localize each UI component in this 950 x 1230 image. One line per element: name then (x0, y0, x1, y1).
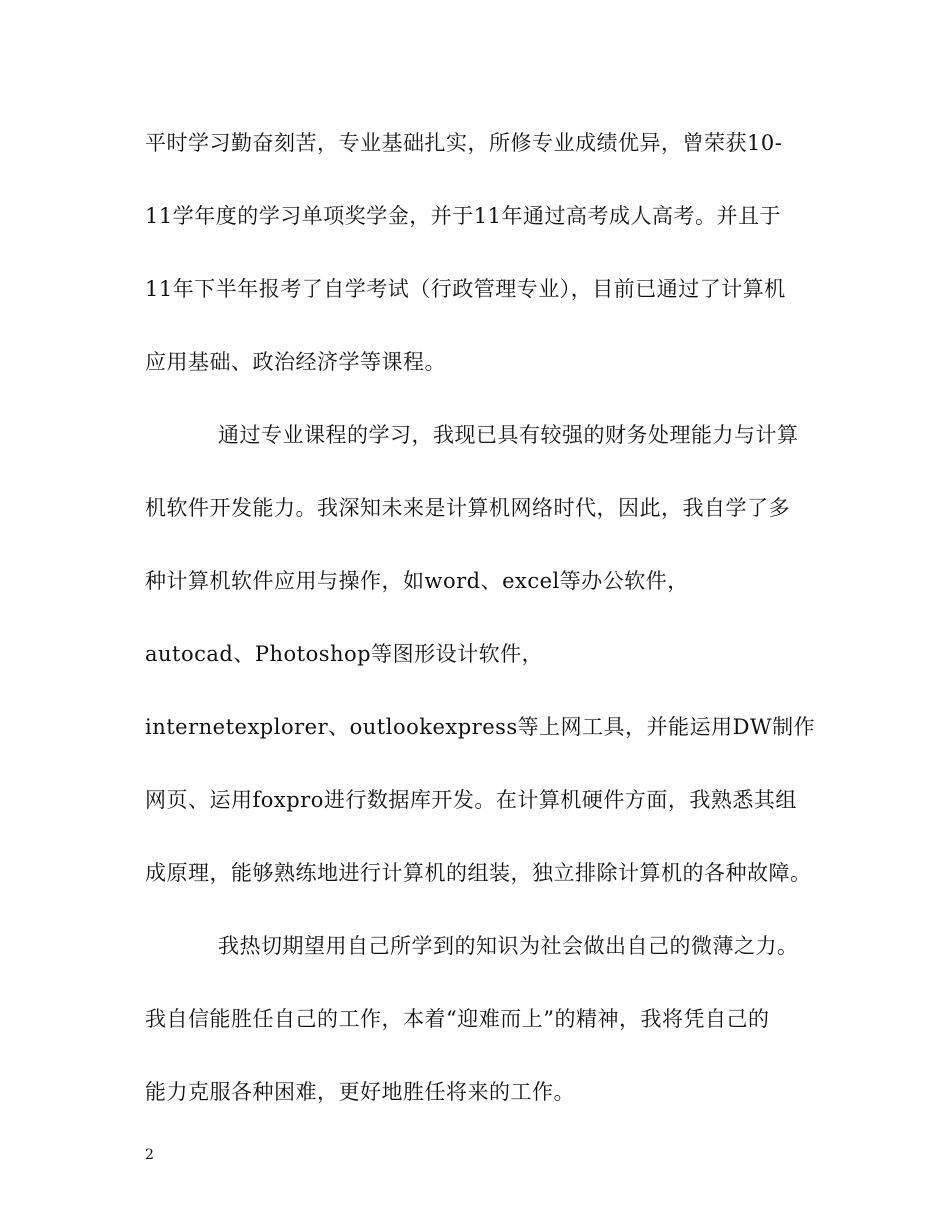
paragraph-line: 我热切期望用自己所学到的知识为社会做出自己的微薄之力。 (218, 934, 799, 958)
paragraph-line: 通过专业课程的学习，我现已具有较强的财务处理能力与计算 (218, 423, 799, 447)
paragraph-line: 成原理，能够熟练地进行计算机的组装，独立排除计算机的各种故障。 (145, 861, 812, 885)
paragraph-line: 网页、运用foxpro进行数据库开发。在计算机硬件方面，我熟悉其组 (145, 788, 797, 812)
paragraph-line: 平时学习勤奋刻苦，专业基础扎实，所修专业成绩优异，曾荣获10- (145, 131, 783, 155)
paragraph-line: 机软件开发能力。我深知未来是计算机网络时代，因此，我自学了多 (145, 496, 790, 520)
paragraph-line: 应用基础、政治经济学等课程。 (145, 350, 446, 374)
paragraph-line: 11年下半年报考了自学考试（行政管理专业），目前已通过了计算机 (145, 277, 786, 301)
paragraph-line: 11学年度的学习单项奖学金，并于11年通过高考成人高考。并且于 (145, 204, 781, 228)
paragraph-line: internetexplorer、outlookexpress等上网工具，并能运用DW制作 (145, 715, 816, 739)
page-number: 2 (145, 1147, 154, 1163)
paragraph-line: 能力克服各种困难，更好地胜任将来的工作。 (145, 1080, 575, 1104)
paragraph-line: 种计算机软件应用与操作，如word、excel等办公软件， (145, 569, 689, 593)
paragraph-line: 我自信能胜任自己的工作，本着“迎难而上”的精神，我将凭自己的 (145, 1007, 770, 1031)
paragraph-line: autocad、Photoshop等图形设计软件， (145, 642, 544, 666)
